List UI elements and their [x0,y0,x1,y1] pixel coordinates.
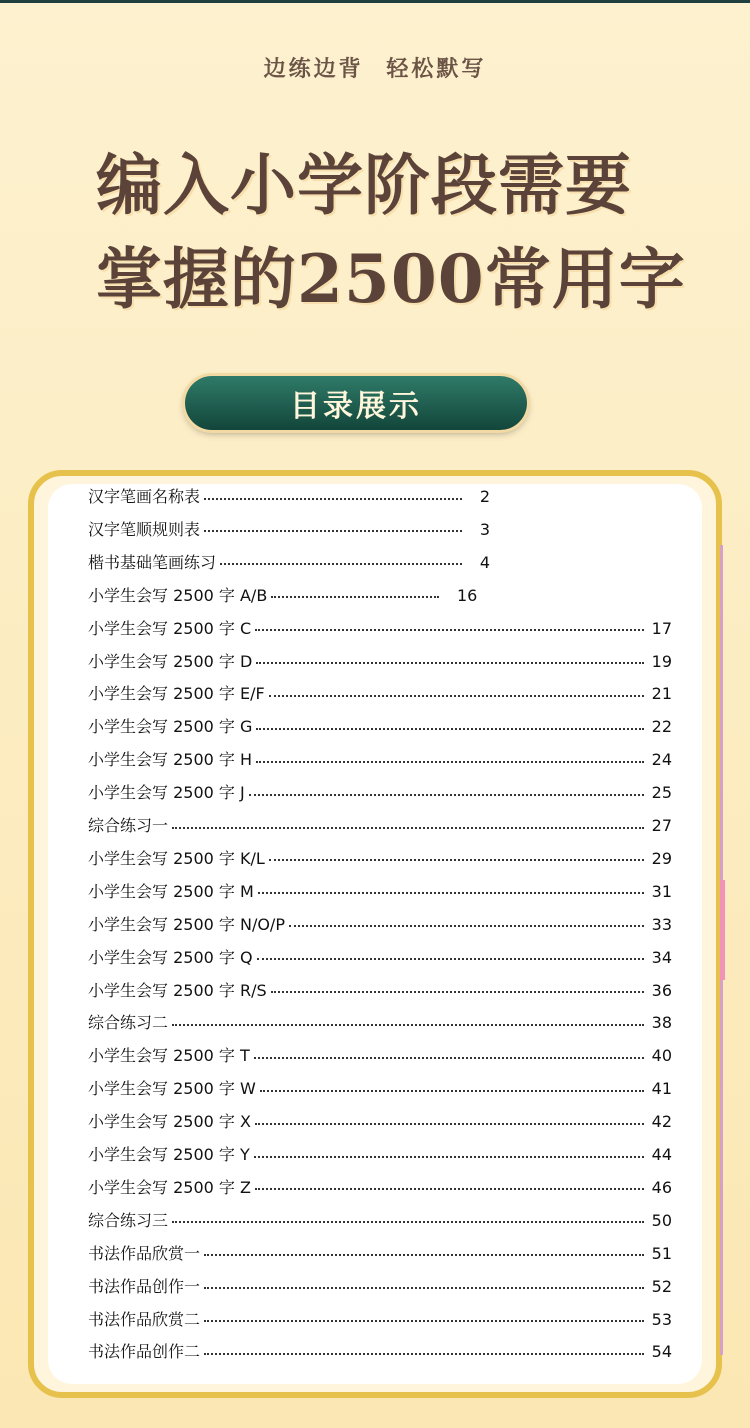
toc-entry-page: 42 [651,1112,672,1132]
toc-entry-page: 51 [651,1243,672,1263]
toc-entry-page: 24 [651,750,672,770]
toc-entry-page: 4 [479,552,490,572]
toc-entry-page: 22 [651,717,672,737]
toc-entry-title: 汉字笔画名称表 [88,487,201,506]
toc-leader-dots [220,563,462,565]
toc-leader-dots [254,1057,644,1059]
toc-entry [88,579,490,612]
toc-entry-title: 综合练习二 [88,1013,169,1033]
toc-leader-dots [255,629,644,631]
toc-entry [88,842,672,875]
headline-line-1: 编入小学阶段需要 [96,146,632,224]
toc-entry [88,1204,672,1237]
toc-leader-dots [204,530,462,532]
toc-entry [88,612,672,645]
toc-entry-title: 综合练习一 [88,816,169,835]
toc-leader-dots [260,1090,644,1092]
toc-leader-dots [257,958,644,960]
toc-leader-dots [249,794,644,796]
toc-entry [88,1237,672,1270]
toc-leader-dots [271,991,644,993]
toc-entry-page: 54 [651,1342,672,1362]
toc-leader-dots [289,925,644,927]
toc-leader-dots [256,662,644,664]
toc-entry-page: 34 [651,947,672,967]
toc-entry [88,1006,672,1039]
toc-entry [88,743,672,776]
toc-leader-dots [255,1123,644,1125]
toc-banner [185,376,527,430]
toc-entry [88,1072,672,1105]
toc-leader-dots [172,1221,644,1223]
toc-entry [88,1303,672,1336]
toc-entry-page: 41 [651,1079,672,1099]
toc-leader-dots [258,892,644,894]
toc-leader-dots [172,1024,644,1026]
toc-entry-title: 小学生会写 2500 字 W [88,1079,256,1099]
toc-entry-title: 小学生会写 2500 字 Q [88,947,253,967]
toc-entry [88,546,490,579]
toc-entry-page: 52 [651,1276,672,1296]
subtitle-left: 边练边背 [263,56,364,82]
toc-entry [88,710,672,743]
subtitle [0,52,750,83]
toc-entry [88,875,672,908]
toc-entry-title: 小学生会写 2500 字 R/S [88,980,267,1000]
toc-entry [88,776,672,809]
toc-entry-title: 小学生会写 2500 字 Z [88,1177,251,1197]
toc-entry-page: 27 [651,816,672,835]
toc-entry-title: 书法作品创作二 [88,1342,201,1362]
toc-entry [88,1105,672,1138]
toc-entry-title: 小学生会写 2500 字 A/B [88,585,268,605]
toc-leader-dots [204,1254,644,1256]
toc-entry [88,513,490,546]
headline-line-2: 掌握的2500常用字 [96,240,686,318]
toc-entry-title: 汉字笔顺规则表 [88,519,201,539]
toc-entry-page: 16 [456,585,478,605]
toc-entry-page: 50 [651,1210,672,1230]
top-border-line [0,0,750,3]
toc-entry [88,1270,672,1303]
toc-entry-title: 书法作品创作一 [88,1276,201,1296]
toc-entry-title: 小学生会写 2500 字 K/L [88,848,265,868]
toc-leader-dots [256,728,644,730]
toc-entry-title: 综合练习三 [88,1210,169,1230]
toc-entry-page: 53 [651,1309,672,1329]
toc-entry [88,1138,672,1171]
toc-entry-title: 小学生会写 2500 字 X [88,1112,251,1132]
toc-leader-dots [204,498,462,500]
toc-entry-title: 小学生会写 2500 字 N/O/P [88,914,285,934]
toc-entry-title: 小学生会写 2500 字 G [88,717,253,737]
toc-entry [88,1335,672,1368]
toc-entry-title: 小学生会写 2500 字 H [88,750,253,770]
toc-entry-page: 33 [651,914,672,934]
toc-entry-page: 40 [651,1046,672,1066]
toc-leader-dots [254,1156,644,1158]
toc-leader-dots [271,596,439,598]
toc-entry-page: 31 [651,881,672,901]
toc-entry [88,908,672,941]
toc-entry [88,974,672,1007]
toc-entry-title: 小学生会写 2500 字 E/F [88,684,265,704]
toc-entry [88,1171,672,1204]
toc-entry [88,480,490,513]
toc-entry-page: 21 [651,684,672,704]
toc-banner-label: 目录展示 [290,389,422,424]
toc-entry-title: 小学生会写 2500 字 Y [88,1145,250,1164]
toc-entry [88,1039,672,1072]
toc-entry-title: 书法作品欣赏二 [88,1309,201,1329]
toc-leader-dots [204,1287,644,1289]
toc-entry-title: 小学生会写 2500 字 T [88,1046,250,1066]
toc-entry [88,677,672,710]
toc-entry-page: 38 [651,1013,672,1033]
toc-entry-page: 2 [479,487,490,506]
toc-entry-page: 44 [651,1145,672,1164]
subtitle-right: 轻松默写 [386,56,487,82]
toc-entry-page: 25 [651,783,672,803]
toc-entry-title: 小学生会写 2500 字 C [88,618,252,638]
toc-entry-page: 36 [651,980,672,1000]
toc-entry [88,645,672,678]
toc-entry-page: 3 [479,519,490,539]
toc-entry-page: 29 [651,848,672,868]
toc-leader-dots [204,1353,644,1355]
toc-leader-dots [255,1188,644,1190]
toc-leader-dots [204,1320,644,1322]
toc-entry-title: 小学生会写 2500 字 M [88,881,254,901]
toc-entry-title: 书法作品欣赏一 [88,1243,201,1263]
toc-entry [88,809,672,842]
toc-entry-page: 19 [651,651,672,671]
toc-leader-dots [256,761,644,763]
toc-entry-title: 小学生会写 2500 字 J [88,783,245,803]
toc-leader-dots [172,827,644,829]
toc-entry [88,941,672,974]
toc-leader-dots [269,695,644,697]
toc-entry-page: 46 [651,1177,672,1197]
toc-entry-title: 楷书基础笔画练习 [88,552,217,572]
side-tab [720,880,725,980]
toc-entry-title: 小学生会写 2500 字 D [88,651,253,671]
toc-leader-dots [269,859,644,861]
toc-entry-page: 17 [651,618,672,638]
